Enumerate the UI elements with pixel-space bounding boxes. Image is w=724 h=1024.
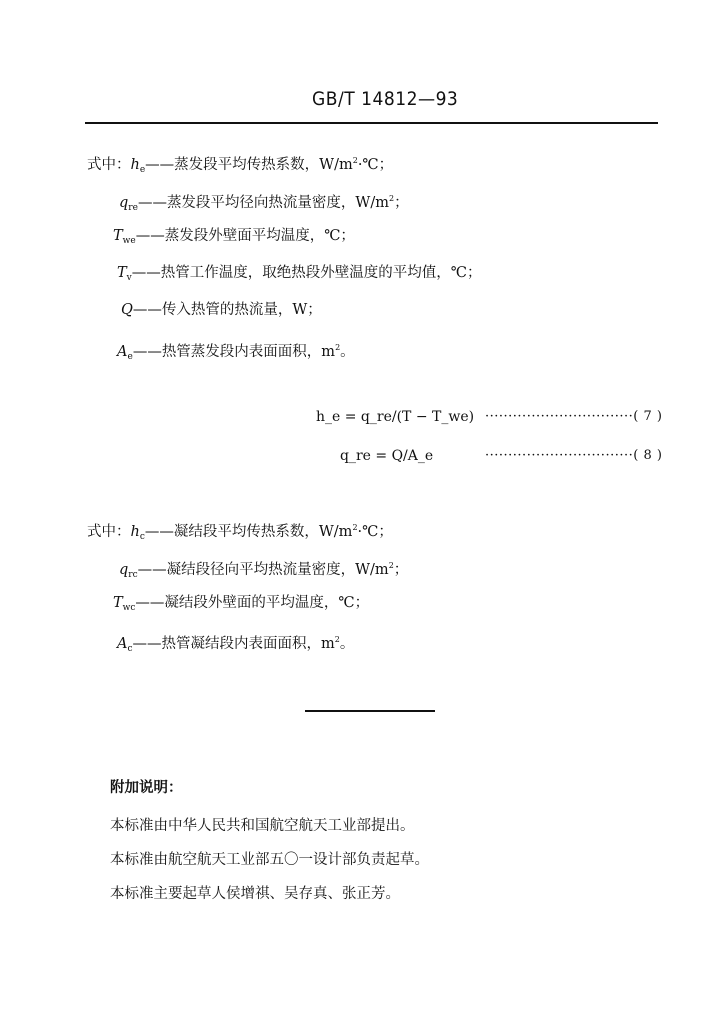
note-line: 本标准由中华人民共和国航空航天工业部提出。 [110, 818, 415, 834]
notes-title: 附加说明： [110, 779, 183, 796]
header-rule [85, 122, 658, 124]
equation-7-number: ································( 7 ) [485, 409, 663, 424]
definition-line: $T_v——$热管工作温度，取绝热段外壁温度的平均值，℃； [117, 265, 482, 283]
equation-7: h_e = q_re/(T − T_we) [316, 409, 475, 425]
definition-line: 式中：$h_c——$凝结段平均传热系数，$W/m^2\cdot℃$； [87, 523, 393, 542]
equation-8-number: ································( 8 ) [485, 448, 663, 463]
definition-line: $T_{wc}——$凝结段外壁面的平均温度，℃； [113, 595, 370, 613]
leader-dots: ································ [485, 448, 634, 463]
end-rule [305, 710, 435, 712]
where-prefix: 式中： [87, 157, 131, 173]
leader-dots: ································ [485, 409, 634, 424]
definition-line: Q——传入热管的热流量，W； [121, 302, 322, 318]
where-prefix: 式中： [87, 524, 131, 540]
definition-line: $q_{rc}——$凝结段径向平均热流量密度，$W/m^2$； [119, 561, 409, 580]
note-line: 本标准主要起草人侯增祺、吴存真、张正芳。 [110, 886, 400, 902]
definition-line: 式中：$h_e——$蒸发段平均传热系数，$W/m^2\cdot℃$； [87, 156, 394, 175]
definition-line: $T_{we}——$蒸发段外壁面平均温度，℃； [113, 228, 355, 246]
note-line: 本标准由航空航天工业部五〇一设计部负责起草。 [110, 852, 429, 868]
definition-line: $q_{re}——$蒸发段平均径向热流量密度，$W/m^2$； [119, 194, 409, 213]
definition-line: $A_e——$热管蒸发段内表面面积，$m^2$。 [117, 343, 355, 362]
page-header-title: GB/T 14812—93 [312, 88, 459, 110]
equation-8: q_re = Q/A_e [340, 448, 434, 464]
definition-line: $A_c——$热管凝结段内表面面积，$m^2$。 [117, 635, 355, 654]
